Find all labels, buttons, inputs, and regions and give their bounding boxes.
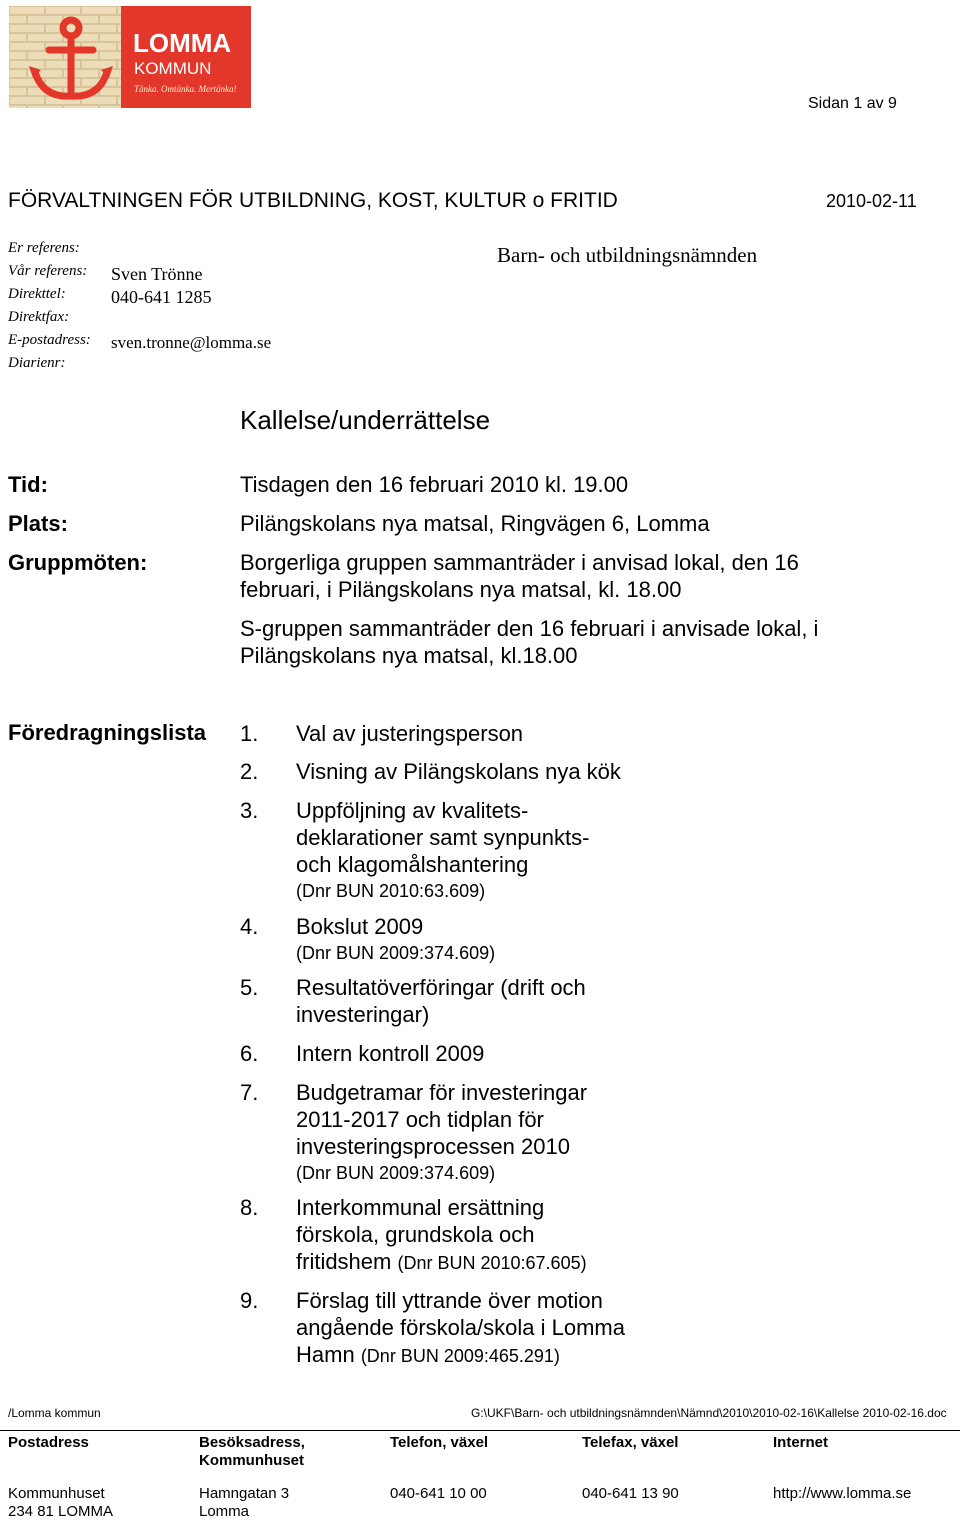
- plats-value: Pilängskolans nya matsal, Ringvägen 6, Lomma: [240, 511, 710, 536]
- page-title: Kallelse/underrättelse: [240, 405, 491, 435]
- agenda-label: Föredragningslista: [8, 720, 207, 745]
- gruppmoten-borgerliga-line1: Borgerliga gruppen sammanträder i anvisad lokal, den 16: [240, 550, 799, 575]
- agenda-item-number: 1.: [240, 721, 259, 746]
- agenda-item-line: investeringsprocessen 2010: [296, 1134, 570, 1159]
- footer-telefax-values: [582, 1485, 679, 1503]
- footer-file-path: G:\UKF\Barn- och utbildningsnämnden\Nämnd\2010\2010-02-16\Kallelse 2010-02-16.doc: [471, 1406, 947, 1420]
- footer-heading: Besöksadress,: [199, 1434, 305, 1451]
- agenda-item-dnr: (Dnr BUN 2010:63.609): [296, 881, 486, 901]
- epost-value[interactable]: sven.tronne@lomma.se: [111, 333, 272, 352]
- agenda-item-number: 6.: [240, 1041, 259, 1066]
- gruppmoten-borgerliga-line2: februari, i Pilängskolans nya matsal, kl. 18.00: [240, 577, 682, 602]
- agenda-item-number: 3.: [240, 798, 259, 823]
- agenda-item: [296, 1040, 484, 1067]
- agenda-item-line: Visning av Pilängskolans nya kök: [296, 759, 621, 784]
- agenda-item: [296, 1079, 587, 1187]
- footer-heading: Telefon, växel: [390, 1434, 489, 1451]
- agenda-item-number: 9.: [240, 1288, 259, 1313]
- footer-divider: [0, 1430, 960, 1431]
- epost-label: E-postadress:: [8, 332, 91, 348]
- footer-internet-values: [773, 1485, 911, 1503]
- footer-postadress-values: [8, 1485, 113, 1521]
- page-number: Sidan 1 av 9: [808, 95, 897, 112]
- footer-col-postadress: [8, 1434, 89, 1452]
- board-name: Barn- och utbildningsnämnden: [497, 243, 758, 267]
- logo-subtitle: KOMMUN: [134, 59, 212, 78]
- agenda-item-dnr: (Dnr BUN 2009:374.609): [296, 1163, 496, 1183]
- tid-label: Tid:: [8, 472, 48, 497]
- agenda-item: [296, 1194, 587, 1277]
- footer-value: Kommunhuset: [8, 1485, 105, 1502]
- direkttel-value: 040-641 1285: [111, 287, 212, 307]
- footer-heading: Kommunhuset: [199, 1452, 304, 1469]
- lomma-kommun-logo: [9, 6, 251, 108]
- agenda-item-number: 4.: [240, 914, 259, 939]
- footer-col-telefon: [390, 1434, 488, 1452]
- logo-title: LOMMA: [133, 28, 232, 58]
- agenda-item-line: Bokslut 2009: [296, 914, 424, 939]
- agenda-item-line: Intern kontroll 2009: [296, 1041, 485, 1066]
- agenda-item: [296, 720, 523, 747]
- footer-besoksadress-values: [199, 1485, 289, 1521]
- agenda-item-line: investeringar): [296, 1002, 430, 1027]
- agenda-item-line: 2011-2017 och tidplan för: [296, 1107, 544, 1132]
- var-referens-label: Vår referens:: [8, 263, 88, 279]
- footer-value: 234 81 LOMMA: [8, 1503, 114, 1520]
- footer-value: 040-641 13 90: [582, 1485, 679, 1502]
- agenda-item-dnr: (Dnr BUN 2010:67.605): [397, 1253, 587, 1273]
- footer-value: 040-641 10 00: [390, 1485, 487, 1502]
- agenda-item-line: Budgetramar för investeringar: [296, 1080, 588, 1105]
- gruppmoten-borgerliga: [240, 549, 799, 603]
- agenda-item-line: och klagomålshantering: [296, 852, 529, 877]
- agenda-item: [296, 797, 589, 905]
- agenda-item: [296, 1287, 625, 1370]
- agenda-item-line: Förslag till yttrande över motion: [296, 1288, 603, 1313]
- agenda-item-number: 8.: [240, 1195, 259, 1220]
- agenda-item-line: angående förskola/skola i Lomma: [296, 1315, 625, 1340]
- logo-graphic: [9, 6, 251, 108]
- tid-value: Tisdagen den 16 februari 2010 kl. 19.00: [240, 472, 629, 497]
- direktfax-label: Direktfax:: [8, 309, 70, 325]
- agenda-item-number: 7.: [240, 1080, 259, 1105]
- agenda-item-line: Interkommunal ersättning: [296, 1195, 545, 1220]
- agenda-item-line: deklarationer samt synpunkts-: [296, 825, 590, 850]
- plats-label: Plats:: [8, 511, 68, 536]
- agenda-item: [296, 974, 586, 1028]
- er-referens-label: Er referens:: [8, 240, 80, 256]
- footer-website-link[interactable]: http://www.lomma.se: [773, 1485, 912, 1502]
- footer-col-telefax: [582, 1434, 678, 1452]
- footer-telefon-values: [390, 1485, 487, 1503]
- footer-heading: Postadress: [8, 1434, 89, 1451]
- agenda-item-line: förskola, grundskola och: [296, 1222, 535, 1247]
- var-referens-value: Sven Trönne: [111, 264, 203, 284]
- gruppmoten-label: Gruppmöten:: [8, 550, 148, 575]
- footer-col-internet: [773, 1434, 828, 1452]
- agenda-item: [296, 913, 495, 967]
- footer-col-besoksadress: [199, 1434, 305, 1470]
- gruppmoten-s: [240, 615, 818, 669]
- direkttel-label: Direkttel:: [8, 286, 66, 302]
- department-name: FÖRVALTNINGEN FÖR UTBILDNING, KOST, KULTUR o FRITID: [8, 189, 618, 212]
- agenda-item-line: Uppföljning av kvalitets-: [296, 798, 529, 823]
- logo-tagline: Tänka. Omtänka. Mertänka!: [134, 84, 237, 94]
- agenda-item-line: Resultatöverföringar (drift och: [296, 975, 586, 1000]
- gruppmoten-s-line1: S-gruppen sammanträder den 16 februari i anvisade lokal, i: [240, 616, 819, 641]
- footer-value: Lomma: [199, 1503, 250, 1520]
- diarienr-label: Diarienr:: [8, 355, 66, 371]
- agenda-item-line: fritidshem: [296, 1249, 392, 1274]
- footer-heading: Telefax, växel: [582, 1434, 679, 1451]
- agenda-item-number: 2.: [240, 759, 259, 784]
- agenda-item-dnr: (Dnr BUN 2009:374.609): [296, 943, 496, 963]
- footer-value: Hamngatan 3: [199, 1485, 290, 1502]
- agenda-item-line: Val av justeringsperson: [296, 721, 524, 746]
- footer-heading: Internet: [773, 1434, 829, 1451]
- agenda-item-number: 5.: [240, 975, 259, 1000]
- footer-organization: /Lomma kommun: [8, 1406, 101, 1420]
- agenda-item: [296, 758, 621, 785]
- agenda-item-line: Hamn: [296, 1342, 355, 1367]
- gruppmoten-s-line2: Pilängskolans nya matsal, kl.18.00: [240, 643, 578, 668]
- document-date: 2010-02-11: [826, 191, 917, 211]
- agenda-item-dnr: (Dnr BUN 2009:465.291): [360, 1346, 560, 1366]
